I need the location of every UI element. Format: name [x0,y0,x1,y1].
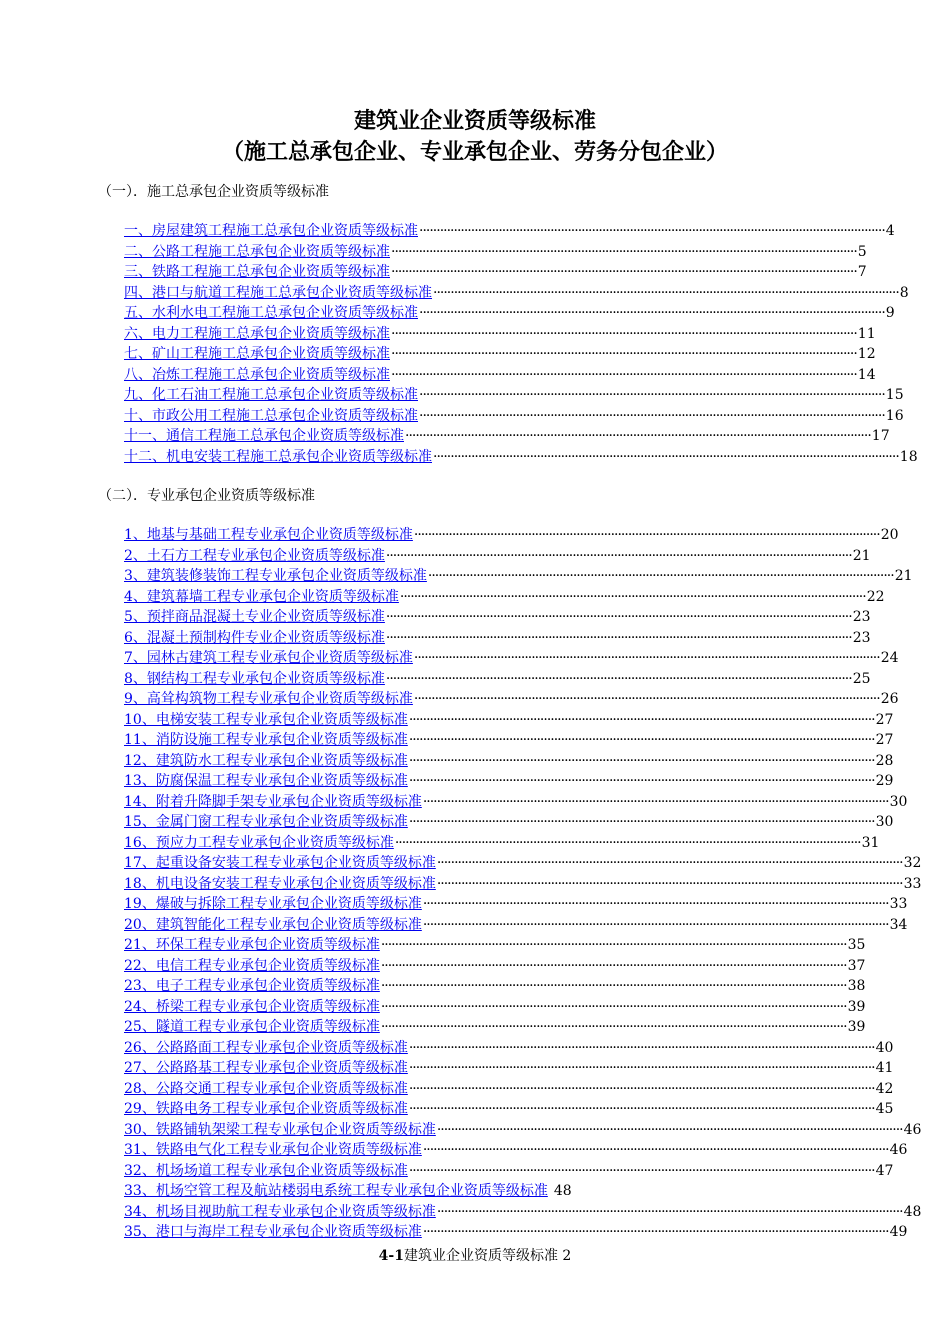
toc-entry-page-number: 32 [903,855,922,871]
toc-leader-dots: ······································································································································· [380,937,847,953]
toc-entry-page-number: 30 [889,793,908,810]
toc-entry-link[interactable]: 九、化工石油工程施工总承包企业资质等级标准 [124,387,418,403]
toc-leader-dots: ······································································································································· [422,896,889,912]
toc-entry[interactable] [124,242,867,263]
page-footer [0,1246,950,1266]
toc-entry-link[interactable]: 十二、机电安装工程施工总承包企业资质等级标准 [124,448,432,465]
toc-leader-dots: ······································································································································· [408,773,875,789]
toc-leader-dots: ······································································································································· [380,998,847,1015]
toc-leader-dots: ······································································································································· [380,957,847,974]
toc-entry[interactable] [124,1140,908,1161]
toc-entry[interactable] [124,976,866,997]
toc-entry[interactable] [124,1017,866,1038]
toc-entry[interactable] [124,997,866,1018]
footer-section-number: 4-1 [378,1248,404,1264]
toc-entry[interactable] [124,894,908,915]
toc-entry-page-number: 29 [875,773,894,789]
toc-entry[interactable] [124,751,894,772]
toc-entry[interactable] [124,1038,894,1059]
toc-entry-link[interactable]: 23、电子工程专业承包企业资质等级标准 [124,978,380,994]
toc-entry-link[interactable]: 32、机场场道工程专业承包企业资质等级标准 [124,1162,408,1179]
toc-entry-link[interactable]: 5、预拌商品混凝土专业企业资质等级标准 [124,609,385,625]
toc-entry-page-number: 49 [889,1224,908,1240]
toc-entry-link[interactable]: 31、铁路电气化工程专业承包企业资质等级标准 [124,1142,422,1158]
toc-entry[interactable] [124,792,908,813]
toc-entry[interactable] [124,344,876,365]
toc-entry[interactable] [124,566,913,587]
toc-entry-page-number: 7 [857,264,867,280]
toc-entry-page-number: 42 [875,1080,894,1097]
toc-leader-dots: ······································································································································· [419,407,885,424]
toc-entry-page-number: 8 [899,284,909,301]
toc-entry[interactable] [124,833,880,854]
toc-entry-page-number: 47 [875,1162,894,1179]
toc-entry-link[interactable]: 20、建筑智能化工程专业承包企业资质等级标准 [124,916,422,933]
toc-entry-link[interactable]: 25、隧道工程专业承包企业资质等级标准 [124,1019,380,1035]
toc-leader-dots: ······································································································································· [427,568,894,584]
toc-entry-link[interactable]: 26、公路路面工程专业承包企业资质等级标准 [124,1039,408,1056]
toc-leader-dots: ······································································································································· [385,547,852,564]
toc-entry[interactable] [124,546,871,567]
toc-entry[interactable] [124,525,899,546]
toc-entry[interactable] [124,853,922,874]
toc-entry[interactable] [124,710,894,731]
toc-entry[interactable] [124,1181,803,1202]
toc-entry-page-number: 17 [871,428,890,444]
toc-entry-page-number: 39 [847,998,866,1015]
toc-entry-link[interactable]: 22、电信工程专业承包企业资质等级标准 [124,957,380,974]
toc-leader-dots: ······································································································································· [385,609,852,625]
toc-entry-link[interactable]: 八、冶炼工程施工总承包企业资质等级标准 [124,366,390,383]
toc-section-1 [124,221,918,467]
toc-entry-page-number: 23 [852,609,871,625]
toc-entry[interactable] [124,365,876,386]
toc-entry-page-number: 22 [866,588,885,605]
toc-leader-dots: ······································································································································· [408,1060,875,1076]
toc-leader-dots: ······································································································································· [419,305,885,321]
toc-entry-link[interactable]: 7、园林古建筑工程专业承包企业资质等级标准 [124,650,413,666]
toc-entry-link[interactable]: 29、铁路电务工程专业承包企业资质等级标准 [124,1101,408,1117]
toc-entry-page-number: 28 [875,752,894,769]
toc-entry-page-number: 16 [885,407,904,424]
toc-entry[interactable] [124,607,871,628]
toc-entry-page-number: 48 [553,1183,572,1199]
toc-leader-dots: ······································································································································· [408,711,875,728]
toc-entry[interactable] [124,587,885,608]
toc-entry-page-number: 15 [885,387,904,403]
toc-entry[interactable] [124,956,866,977]
toc-entry-page-number: 33 [889,896,908,912]
toc-entry-link[interactable]: 十一、通信工程施工总承包企业资质等级标准 [124,428,404,444]
title-line-2: （施工总承包企业、专业承包企业、劳务分包企业） [221,139,728,165]
toc-entry-link[interactable]: 18、机电设备安装工程专业承包企业资质等级标准 [124,875,436,892]
toc-entry-link[interactable]: 6、混凝土预制构件专业企业资质等级标准 [124,629,385,646]
toc-leader-dots: ······································································································································· [391,243,857,260]
toc-entry-page-number: 27 [875,732,894,748]
toc-leader-dots: ······································································································································· [422,916,889,933]
toc-entry[interactable] [124,628,871,649]
toc-entry-link[interactable]: 12、建筑防水工程专业承包企业资质等级标准 [124,752,408,769]
toc-entry-link[interactable]: 35、港口与海岸工程专业承包企业资质等级标准 [124,1224,422,1240]
toc-leader-dots: ······································································································································· [436,1121,903,1138]
toc-entry-page-number: 5 [857,243,867,260]
toc-entry-page-number: 4 [885,223,895,239]
toc-entry[interactable] [124,324,876,345]
toc-entry[interactable] [124,1161,894,1182]
toc-entry-page-number: 25 [852,670,871,687]
toc-entry[interactable] [124,262,867,283]
toc-entry-page-number: 41 [875,1060,894,1076]
toc-entry-page-number: 33 [903,875,922,892]
toc-entry[interactable] [124,771,894,792]
toc-entry-page-number: 37 [847,957,866,974]
toc-entry-link[interactable]: 13、防腐保温工程专业承包企业资质等级标准 [124,773,408,789]
toc-entry-link[interactable]: 30、铁路铺轨架梁工程专业承包企业资质等级标准 [124,1121,436,1138]
toc-entry[interactable] [124,221,895,242]
toc-leader-dots: ······································································································································· [399,588,866,605]
toc-entry-link[interactable]: 六、电力工程施工总承包企业资质等级标准 [124,325,390,342]
toc-leader-dots: ······································································································································· [391,366,857,383]
toc-leader-dots: ······································································································································· [413,691,880,707]
toc-entry-link[interactable]: 2、土石方工程专业承包企业资质等级标准 [124,547,385,564]
toc-entry-page-number: 21 [852,547,871,564]
toc-leader-dots: ······································································································································· [408,1162,875,1179]
toc-leader-dots: ······································································································································· [436,855,903,871]
toc-entry-page-number: 48 [903,1203,922,1220]
toc-leader-dots: ······································································································································· [408,1080,875,1097]
document-title [0,106,950,168]
toc-entry-page-number: 38 [847,978,866,994]
toc-entry-link[interactable]: 19、爆破与拆除工程专业承包企业资质等级标准 [124,896,422,912]
toc-entry-page-number: 46 [903,1121,922,1138]
toc-entry[interactable] [124,385,904,406]
toc-entry-link[interactable]: 24、桥梁工程专业承包企业资质等级标准 [124,998,380,1015]
toc-leader-dots: ······································································································································· [433,284,899,301]
toc-entry-link[interactable]: 一、房屋建筑工程施工总承包企业资质等级标准 [124,223,418,239]
toc-entry-page-number: 30 [875,814,894,830]
toc-leader-dots: ······································································································································· [436,1203,903,1220]
toc-entry[interactable] [124,915,908,936]
toc-leader-dots: ······································································································································· [391,325,857,342]
toc-entry-link[interactable]: 五、水利水电工程施工总承包企业资质等级标准 [124,305,418,321]
toc-entry-link[interactable]: 1、地基与基础工程专业承包企业资质等级标准 [124,527,413,543]
toc-entry-link[interactable]: 二、公路工程施工总承包企业资质等级标准 [124,243,390,260]
toc-leader-dots: ······································································································································· [433,448,899,465]
toc-entry-link[interactable]: 34、机场目视助航工程专业承包企业资质等级标准 [124,1203,436,1220]
toc-entry-link[interactable]: 四、港口与航道工程施工总承包企业资质等级标准 [124,284,432,301]
toc-entry-page-number: 21 [894,568,913,584]
toc-entry-page-number: 14 [857,366,876,383]
toc-entry[interactable] [124,283,909,304]
toc-leader-dots: ······································································································································· [394,834,861,851]
footer-text: 建筑业企业资质等级标准 2 [403,1248,572,1264]
toc-entry[interactable] [124,1202,922,1223]
toc-entry[interactable] [124,669,871,690]
toc-entry-link[interactable]: 3、建筑装修装饰工程专业承包企业资质等级标准 [124,568,427,584]
toc-leader-dots: ······································································································································· [419,387,885,403]
toc-entry[interactable] [124,648,899,669]
toc-leader-dots: ······································································································································· [408,752,875,769]
toc-entry[interactable] [124,1058,894,1079]
toc-entry[interactable] [124,447,918,468]
toc-leader-dots: ······································································································································· [391,346,857,362]
toc-leader-dots: ······································································································································· [391,264,857,280]
toc-entry[interactable] [124,874,922,895]
toc-entry-link[interactable]: 21、环保工程专业承包企业资质等级标准 [124,937,380,953]
toc-entry-link[interactable]: 三、铁路工程施工总承包企业资质等级标准 [124,264,390,280]
toc-entry-link[interactable]: 11、消防设施工程专业承包企业资质等级标准 [124,732,408,748]
toc-leader-dots: ······································································································································· [422,793,889,810]
section-2-heading: （二）．专业承包企业资质等级标准 [98,488,315,504]
toc-entry-page-number: 18 [899,448,918,465]
toc-entry-link[interactable]: 15、金属门窗工程专业承包企业资质等级标准 [124,814,408,830]
toc-entry[interactable] [124,1079,894,1100]
toc-entry-link[interactable]: 14、附着升降脚手架专业承包企业资质等级标准 [124,793,422,810]
toc-entry[interactable] [124,1099,894,1120]
toc-entry-page-number: 11 [857,325,876,342]
toc-entry-page-number: 9 [885,305,895,321]
toc-entry[interactable] [124,303,895,324]
toc-entry-page-number: 23 [852,629,871,646]
toc-entry[interactable] [124,689,899,710]
toc-entry-page-number: 26 [880,691,899,707]
toc-entry-page-number: 39 [847,1019,866,1035]
toc-leader-dots: ······································································································································· [408,814,875,830]
toc-leader-dots: ······································································································································· [380,978,847,994]
toc-entry-page-number: 31 [861,834,880,851]
toc-leader-dots: ······································································································································· [408,1101,875,1117]
toc-leader-dots: ······································································································································· [405,428,871,444]
toc-entry-page-number: 35 [847,937,866,953]
toc-leader-dots: ······································································································································· [408,732,875,748]
toc-leader-dots: ······································································································································· [408,1039,875,1056]
toc-leader-dots: ······································································································································· [413,527,880,543]
toc-entry-link[interactable]: 27、公路路基工程专业承包企业资质等级标准 [124,1060,408,1076]
toc-section-2 [124,525,922,1243]
toc-entry[interactable] [124,1120,922,1141]
toc-leader-dots: ······································································································································· [385,670,852,687]
toc-entry-link[interactable]: 28、公路交通工程专业承包企业资质等级标准 [124,1080,408,1097]
toc-entry-link[interactable]: 8、钢结构工程专业承包企业资质等级标准 [124,670,385,687]
toc-entry-link[interactable]: 17、起重设备安装工程专业承包企业资质等级标准 [124,855,436,871]
toc-entry-link[interactable]: 七、矿山工程施工总承包企业资质等级标准 [124,346,390,362]
toc-entry-page-number: 27 [875,711,894,728]
toc-entry[interactable] [124,426,890,447]
toc-entry[interactable] [124,812,894,833]
toc-entry[interactable] [124,730,894,751]
toc-leader-dots: ······································································································································· [422,1142,889,1158]
toc-entry-page-number: 20 [880,527,899,543]
toc-entry[interactable] [124,935,866,956]
toc-leader-dots: ······································································································································· [385,629,852,646]
toc-entry-link[interactable]: 10、电梯安装工程专业承包企业资质等级标准 [124,711,408,728]
toc-entry[interactable] [124,1222,908,1243]
toc-entry-link[interactable]: 4、建筑幕墙工程专业承包企业资质等级标准 [124,588,399,605]
section-1-heading: （一）．施工总承包企业资质等级标准 [98,184,329,200]
toc-entry-page-number: 40 [875,1039,894,1056]
toc-entry-page-number: 34 [889,916,908,933]
toc-entry-page-number: 45 [875,1101,894,1117]
toc-leader-dots: ······································································································································· [422,1224,889,1240]
toc-leader-dots: ······································································································································· [419,223,885,239]
toc-entry-link[interactable]: 16、预应力工程专业承包企业资质等级标准 [124,834,394,851]
toc-entry-link[interactable]: 9、高耸构筑物工程专业承包企业资质等级标准 [124,691,413,707]
toc-leader-dots: ······································································································································· [380,1019,847,1035]
toc-entry-link[interactable]: 十、市政公用工程施工总承包企业资质等级标准 [124,407,418,424]
toc-entry-page-number: 12 [857,346,876,362]
toc-leader-dots: ······································································································································· [413,650,880,666]
title-line-1: 建筑业企业资质等级标准 [353,108,596,134]
toc-entry-link[interactable]: 33、机场空管工程及航站楼弱电系统工程专业承包企业资质等级标准 [124,1183,548,1199]
toc-entry-page-number: 46 [889,1142,908,1158]
toc-entry[interactable] [124,406,904,427]
toc-leader-dots: ······································································································································· [436,875,903,892]
toc-entry-page-number: 24 [880,650,899,666]
